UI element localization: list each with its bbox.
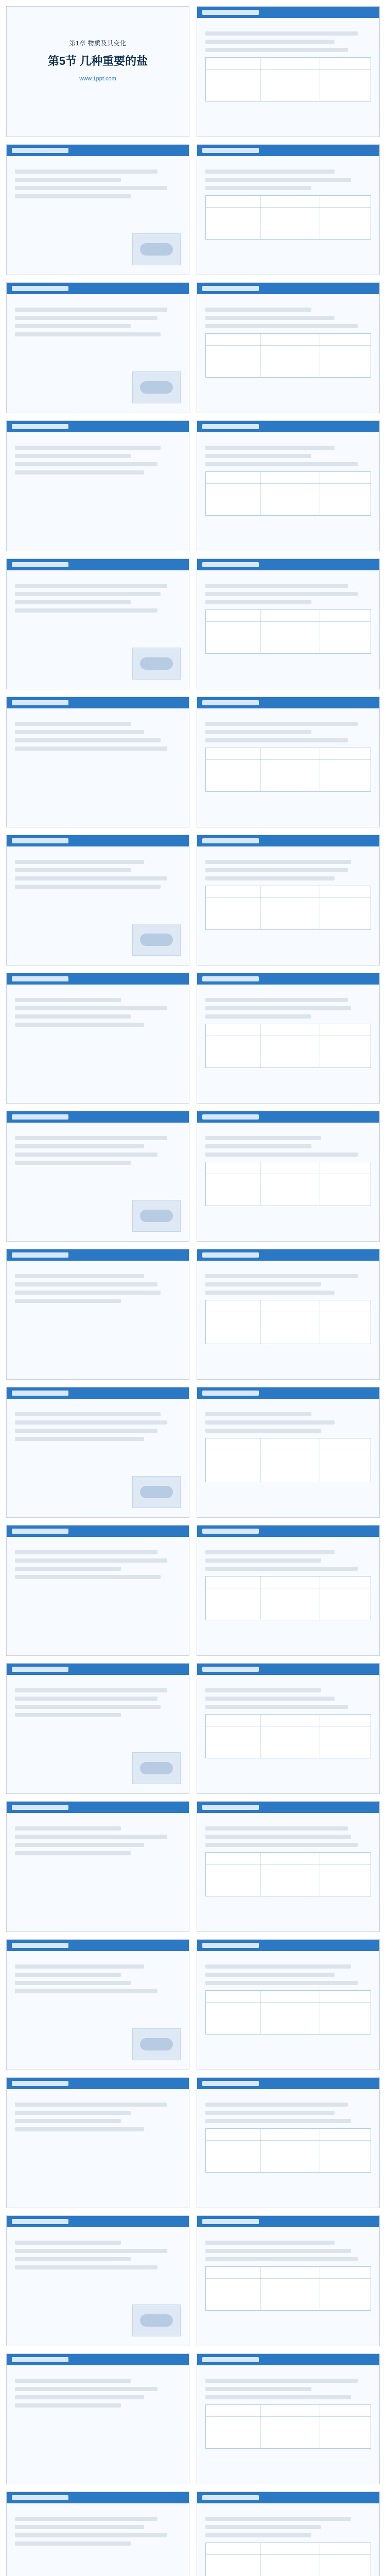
text-line: [205, 2379, 358, 2383]
table-placeholder: [205, 2266, 371, 2311]
text-line: [205, 2249, 351, 2253]
table-placeholder: [205, 195, 371, 240]
text-line: [15, 1964, 144, 1969]
text-line: [15, 194, 131, 198]
slide-18: [197, 1111, 380, 1242]
text-line: [15, 2257, 131, 2261]
text-line: [15, 2387, 157, 2391]
slide-header: [7, 145, 189, 156]
table-placeholder: [205, 1852, 371, 1896]
text-line: [15, 876, 167, 880]
slide-header: [7, 1387, 189, 1399]
text-line: [15, 868, 131, 872]
slide-header: [7, 1802, 189, 1813]
text-line: [205, 876, 335, 880]
text-line: [15, 1575, 161, 1579]
slide-header: [197, 2078, 379, 2089]
slide-body: [205, 1684, 371, 1784]
slide-body: [205, 580, 371, 680]
slide-5: [6, 282, 189, 413]
slide-30: [197, 1939, 380, 2070]
slide-header: [197, 1387, 379, 1399]
text-line: [15, 2395, 144, 2399]
slide-body: [205, 442, 371, 541]
table-placeholder: [205, 748, 371, 792]
slide-25: [6, 1663, 189, 1794]
slide-body: [205, 718, 371, 818]
text-line: [205, 1843, 358, 1847]
text-line: [15, 1826, 121, 1831]
text-line: [15, 1023, 144, 1027]
text-line: [205, 1964, 351, 1969]
text-line: [15, 1299, 121, 1303]
text-line: [15, 324, 131, 328]
slide-body: [15, 718, 181, 818]
slide-body: [15, 1822, 181, 1922]
table-placeholder: [205, 333, 371, 378]
slide-6: [197, 282, 380, 413]
slide-header: [197, 2492, 379, 2503]
text-line: [15, 1973, 121, 1977]
text-line: [15, 1851, 131, 1855]
text-line: [15, 722, 131, 726]
text-line: [205, 31, 358, 36]
text-line: [15, 1550, 157, 1554]
slide-header: [7, 559, 189, 570]
slide-header: [197, 1940, 379, 1951]
text-line: [15, 316, 157, 320]
slide-header: [7, 1111, 189, 1123]
text-line: [15, 1843, 144, 1847]
slide-16: [197, 973, 380, 1104]
text-line: [205, 1153, 358, 1157]
text-line: [205, 1014, 311, 1019]
text-line: [205, 170, 335, 174]
text-line: [15, 1713, 121, 1717]
text-line: [205, 316, 335, 320]
slide-body: [15, 2375, 181, 2475]
text-line: [15, 1161, 131, 1165]
slide-body: [205, 1270, 371, 1370]
slide-header: [7, 1664, 189, 1675]
text-line: [205, 2111, 335, 2115]
slide-34: [197, 2215, 380, 2346]
table-placeholder: [205, 2543, 371, 2576]
slide-header: [7, 697, 189, 708]
slide-body: [205, 1960, 371, 2060]
slide-36: [197, 2353, 380, 2484]
text-line: [15, 2249, 167, 2253]
text-line: [15, 2525, 144, 2529]
text-line: [205, 1567, 358, 1571]
slide-19: [6, 1249, 189, 1380]
table-placeholder: [205, 57, 371, 101]
image-placeholder: [132, 1752, 181, 1784]
slide-14: [197, 835, 380, 965]
slide-body: [15, 1270, 181, 1370]
text-line: [15, 1420, 167, 1425]
text-line: [15, 2403, 121, 2408]
text-line: [15, 178, 121, 182]
chapter-title: 第1章 物质及其变化: [69, 40, 127, 47]
text-line: [15, 332, 161, 336]
text-line: [15, 186, 167, 190]
image-placeholder: [132, 1200, 181, 1232]
text-line: [15, 2533, 167, 2537]
slide-13: [6, 835, 189, 965]
text-line: [205, 186, 311, 190]
slide-23: [6, 1525, 189, 1656]
text-line: [205, 1136, 321, 1140]
slide-body: [15, 994, 181, 1094]
slide-21: [6, 1387, 189, 1518]
image-placeholder: [132, 233, 181, 265]
slide-body: [15, 1546, 181, 1646]
text-line: [205, 1420, 335, 1425]
text-line: [15, 2103, 167, 2107]
text-line: [205, 592, 358, 596]
text-line: [15, 1437, 144, 1441]
slide-2: [197, 6, 380, 137]
text-line: [205, 2533, 311, 2537]
text-line: [205, 2241, 335, 2245]
slide-27: [6, 1801, 189, 1932]
slide-17: [6, 1111, 189, 1242]
image-placeholder: [132, 371, 181, 403]
text-line: [15, 1697, 157, 1701]
slide-header: [197, 2216, 379, 2227]
text-line: [205, 178, 351, 182]
slide-body: [205, 27, 371, 127]
slide-header: [7, 835, 189, 846]
text-line: [15, 446, 161, 450]
text-line: [205, 40, 335, 44]
slide-33: [6, 2215, 189, 2346]
slide-header: [197, 421, 379, 432]
text-line: [205, 1412, 311, 1416]
title-block: [7, 39, 189, 82]
table-placeholder: [205, 2128, 371, 2173]
text-line: [205, 1291, 335, 1295]
slide-header: [197, 835, 379, 846]
text-line: [205, 2387, 311, 2391]
slide-38: [197, 2492, 380, 2576]
text-line: [205, 1973, 335, 1977]
text-line: [205, 1282, 321, 1286]
text-line: [15, 454, 131, 458]
text-line: [205, 1429, 321, 1433]
text-line: [205, 730, 311, 734]
text-line: [15, 738, 161, 742]
table-placeholder: [205, 2404, 371, 2449]
slide-body: [15, 2513, 181, 2576]
text-line: [15, 470, 144, 474]
image-placeholder: [132, 1476, 181, 1508]
slide-37: [6, 2492, 189, 2576]
text-line: [205, 446, 335, 450]
slide-body: [205, 994, 371, 1094]
slide-body: [15, 2098, 181, 2198]
text-line: [205, 48, 348, 52]
slide-header: [7, 2492, 189, 2503]
slide-body: [205, 2098, 371, 2198]
text-line: [205, 454, 311, 458]
text-line: [205, 584, 348, 588]
text-line: [15, 1412, 161, 1416]
text-line: [205, 1981, 358, 1985]
slide-header: [197, 1111, 379, 1123]
slide-body: [205, 2236, 371, 2336]
slide-body: [205, 1408, 371, 1508]
text-line: [15, 1981, 131, 1985]
text-line: [15, 1014, 131, 1019]
site-url: www.1ppt.com: [79, 76, 116, 82]
table-placeholder: [205, 609, 371, 654]
text-line: [205, 1705, 348, 1709]
slide-header: [197, 1802, 379, 1813]
slide-28: [197, 1801, 380, 1932]
text-line: [15, 860, 144, 864]
text-line: [205, 722, 358, 726]
slide-body: [15, 442, 181, 541]
slide-header: [197, 1664, 379, 1675]
text-line: [15, 2517, 157, 2521]
text-line: [205, 1826, 348, 1831]
text-line: [205, 324, 358, 328]
slide-header: [7, 1526, 189, 1537]
text-line: [15, 2379, 131, 2383]
slide-body: [205, 1546, 371, 1646]
slide-20: [197, 1249, 380, 1380]
text-line: [15, 592, 161, 596]
table-placeholder: [205, 1714, 371, 1758]
text-line: [15, 747, 167, 751]
text-line: [15, 462, 157, 466]
text-line: [15, 1136, 167, 1140]
slide-body: [205, 303, 371, 403]
slide-29: [6, 1939, 189, 2070]
slide-body: [205, 2375, 371, 2475]
slide-header: [7, 2078, 189, 2089]
slide-header: [7, 421, 189, 432]
slide-11: [6, 697, 189, 827]
slide-26: [197, 1663, 380, 1794]
table-placeholder: [205, 1990, 371, 2035]
text-line: [15, 608, 157, 613]
section-title: 第5节 几种重要的盐: [47, 55, 148, 67]
slide-3: [6, 144, 189, 275]
slide-header: [197, 559, 379, 570]
table-placeholder: [205, 1162, 371, 1206]
table-placeholder: [205, 886, 371, 930]
text-line: [15, 2265, 157, 2269]
text-line: [15, 2127, 144, 2131]
slide-title: [6, 6, 189, 137]
text-line: [15, 600, 131, 604]
text-line: [15, 1567, 121, 1571]
slide-header: [7, 283, 189, 294]
slide-32: [197, 2077, 380, 2208]
text-line: [205, 2525, 321, 2529]
text-line: [205, 1835, 351, 1839]
slide-header: [7, 973, 189, 985]
slide-22: [197, 1387, 380, 1518]
slide-15: [6, 973, 189, 1104]
text-line: [205, 2395, 351, 2399]
slide-body: [205, 1822, 371, 1922]
text-line: [15, 1274, 144, 1278]
slide-header: [197, 283, 379, 294]
text-line: [205, 2257, 358, 2261]
text-line: [15, 170, 157, 174]
slide-body: [205, 856, 371, 956]
text-line: [205, 1006, 351, 1010]
slide-body: [205, 2513, 371, 2576]
text-line: [15, 1558, 167, 1563]
text-line: [15, 1705, 161, 1709]
slide-12: [197, 697, 380, 827]
text-line: [15, 1144, 144, 1148]
text-line: [205, 2517, 351, 2521]
text-line: [205, 1550, 335, 1554]
text-line: [15, 1006, 167, 1010]
slide-body: [205, 1132, 371, 1232]
image-placeholder: [132, 2028, 181, 2060]
slide-header: [197, 1526, 379, 1537]
text-line: [15, 308, 167, 312]
text-line: [205, 1144, 311, 1148]
slide-grid: [6, 6, 380, 2576]
text-line: [15, 2241, 121, 2245]
table-placeholder: [205, 471, 371, 516]
slide-7: [6, 420, 189, 551]
text-line: [205, 600, 311, 604]
text-line: [15, 1153, 157, 1157]
text-line: [15, 1282, 157, 1286]
image-placeholder: [132, 924, 181, 956]
text-line: [15, 2119, 121, 2123]
slide-header: [7, 1940, 189, 1951]
text-line: [15, 1429, 157, 1433]
text-line: [15, 885, 161, 889]
text-line: [15, 1291, 161, 1295]
slide-header: [197, 2354, 379, 2365]
text-line: [205, 860, 351, 864]
text-line: [205, 1558, 321, 1563]
text-line: [205, 2103, 348, 2107]
slide-header: [7, 2216, 189, 2227]
text-line: [205, 738, 348, 742]
table-placeholder: [205, 1300, 371, 1344]
text-line: [205, 462, 358, 466]
slide-header: [197, 973, 379, 985]
text-line: [15, 1688, 167, 1692]
table-placeholder: [205, 1438, 371, 1482]
image-placeholder: [132, 2304, 181, 2336]
slide-header: [197, 697, 379, 708]
text-line: [205, 2119, 351, 2123]
text-line: [15, 584, 167, 588]
slide-35: [6, 2353, 189, 2484]
text-line: [205, 1274, 358, 1278]
text-line: [15, 1835, 167, 1839]
text-line: [205, 1688, 321, 1692]
text-line: [15, 1989, 157, 1993]
slide-header: [7, 2354, 189, 2365]
text-line: [205, 998, 348, 1002]
text-line: [205, 868, 348, 872]
slide-header: [7, 1249, 189, 1261]
text-line: [15, 2541, 131, 2546]
slide-header: [197, 7, 379, 18]
table-placeholder: [205, 1576, 371, 1620]
slide-31: [6, 2077, 189, 2208]
table-placeholder: [205, 1024, 371, 1068]
text-line: [15, 730, 144, 734]
image-placeholder: [132, 648, 181, 680]
slide-body: [205, 165, 371, 265]
text-line: [15, 998, 121, 1002]
slide-10: [197, 558, 380, 689]
slide-header: [197, 1249, 379, 1261]
slide-24: [197, 1525, 380, 1656]
text-line: [15, 2111, 131, 2115]
slide-8: [197, 420, 380, 551]
slide-9: [6, 558, 189, 689]
text-line: [205, 308, 311, 312]
text-line: [205, 1697, 335, 1701]
slide-header: [197, 145, 379, 156]
slide-4: [197, 144, 380, 275]
